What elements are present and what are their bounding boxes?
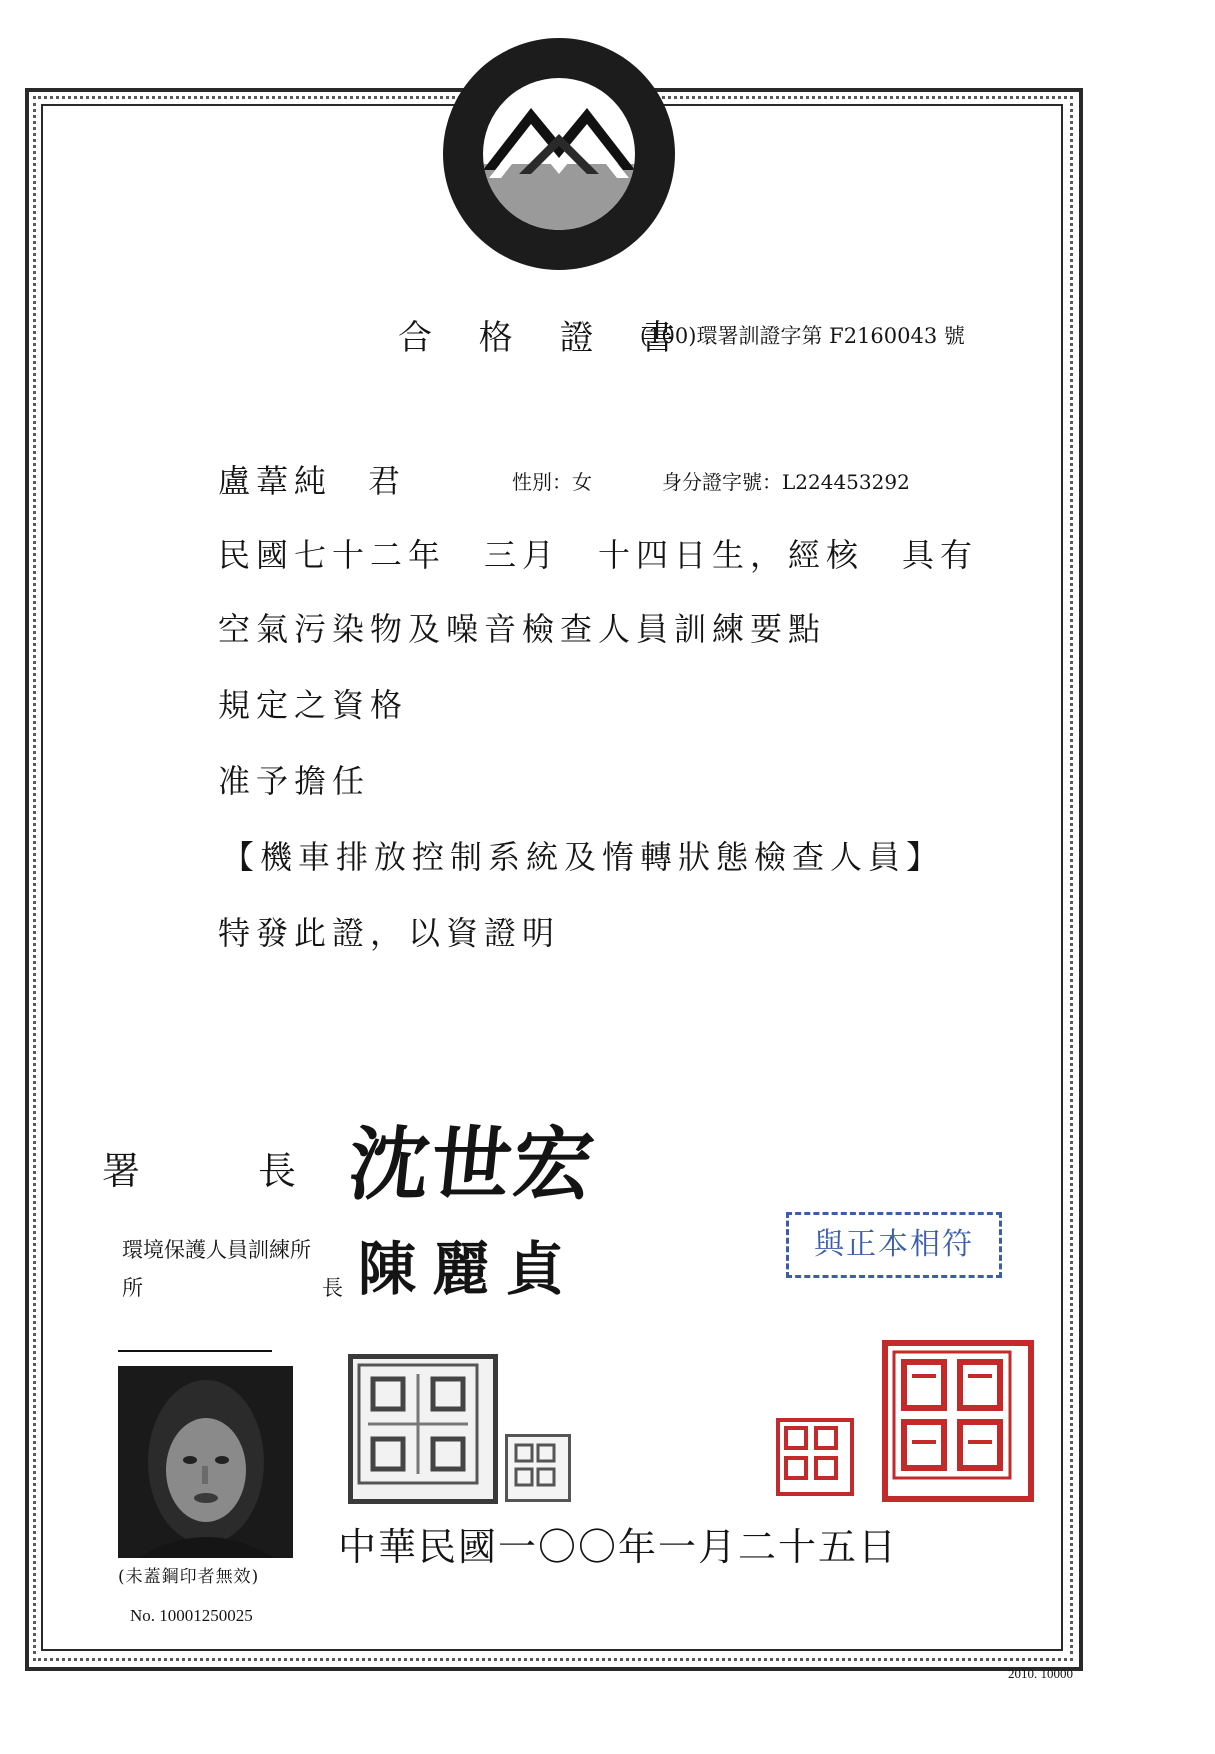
certified-copy-stamp: 與正本相符 <box>786 1212 1002 1278</box>
mountain-logo-icon <box>483 78 635 230</box>
official-seal-gray-small <box>505 1434 571 1502</box>
holder-name: 盧葦純 <box>218 462 333 500</box>
official-seal-gray-large <box>348 1354 498 1504</box>
institute-director-signature: 陳麗貞 <box>358 1235 581 1303</box>
institute-name: 環境保護人員訓練所 <box>122 1238 311 1262</box>
issue-date: 中華民國一〇〇年一月二十五日 <box>338 1525 899 1569</box>
holder-id-number: 身分證字號：L224453292 <box>662 470 910 494</box>
director-general-title-b: 長 <box>258 1149 297 1193</box>
red-seal-small <box>776 1418 854 1496</box>
position-text: 【機車排放控制系統及惰轉狀態檢查人員】 <box>222 838 945 876</box>
holder-gender: 性別：女 <box>512 470 592 494</box>
director-general-signature: 沈世宏 <box>344 1117 601 1211</box>
photo-top-line <box>118 1350 272 1352</box>
red-seal-large <box>882 1340 1034 1502</box>
holder-name-suffix: 君 <box>368 462 407 500</box>
qualification-text: 規定之資格 <box>218 686 409 724</box>
holder-birth-line: 民國七十二年 三月 十四日生，經核 具有 <box>218 536 979 574</box>
issue-statement: 特發此證，以資證明 <box>218 914 561 952</box>
edition-code: 2010. 10000 <box>1008 1666 1073 1681</box>
institute-title-a: 所 <box>122 1276 143 1300</box>
holder-photo <box>118 1366 293 1558</box>
certificate-number: (100)環署訓證字第 F2160043 號 <box>640 324 965 348</box>
certificate-title: 合 格 證 書 <box>398 318 693 358</box>
training-regulation: 空氣污染物及噪音檢查人員訓練要點 <box>218 610 827 648</box>
director-general-title-a: 署 <box>102 1149 141 1193</box>
seal-pattern-icon <box>780 1422 842 1484</box>
seal-pattern-icon <box>888 1346 1016 1484</box>
institute-title-b: 長 <box>322 1276 343 1300</box>
portrait-icon <box>118 1366 293 1558</box>
seal-pattern-icon <box>508 1437 562 1493</box>
photo-caption: (未蓋鋼印者無效) <box>118 1567 260 1587</box>
serial-number: No. 10001250025 <box>130 1606 253 1625</box>
appoint-text: 准予擔任 <box>218 762 371 800</box>
seal-pattern-icon <box>353 1359 483 1489</box>
